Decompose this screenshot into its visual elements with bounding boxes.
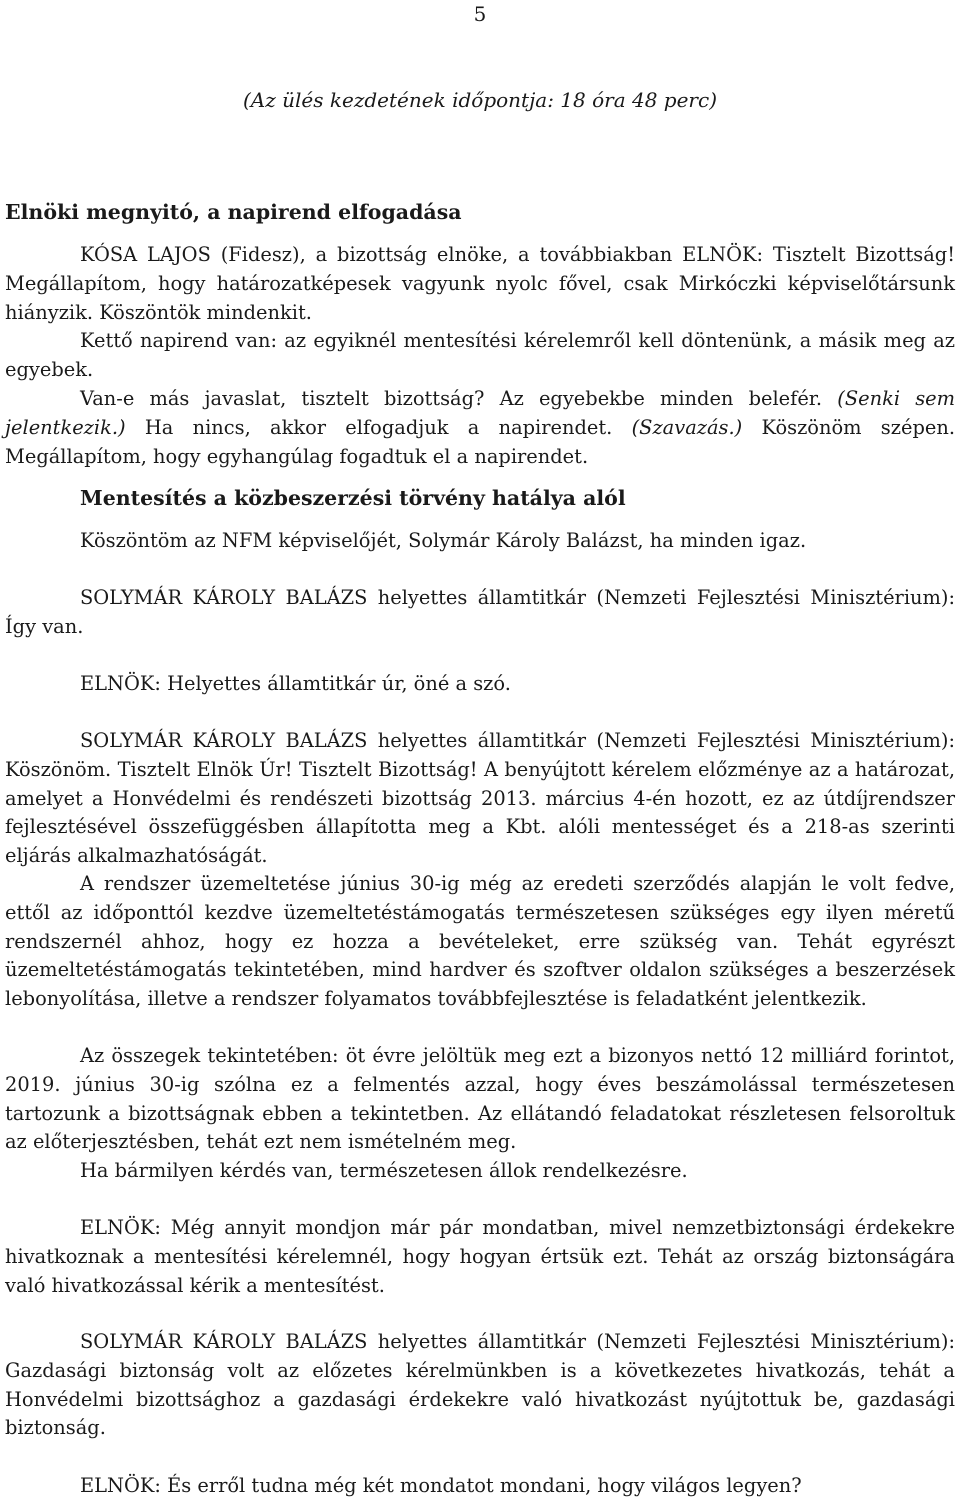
paragraph-solymar-statement: SOLYMÁR KÁROLY BALÁZS helyettes államtitkár (Nemzeti Fejlesztési Minisztérium): Köszönöm. Tisztelt Elnök Úr! Tisztelt Bizottság! A benyújtott kérelem előzménye az a határozat, amelyet a Honvédelmi és rendészeti bizottság 2013. március 4-én hozott, ez az útdíjrendszer fejlesztésével összefüggésben állapította meg a Kbt. alóli mentességet és a 218-as szerinti eljárás alkalmazhatóságát.: [5, 729, 955, 868]
section-heading-opening: Elnöki megnyitó, a napirend elfogadása: [5, 200, 462, 224]
speech-text: Van-e más javaslat, tisztelt bizottság? Az egyebekbe minden belefér.: [80, 387, 838, 410]
page-number: 5: [473, 2, 487, 26]
paragraph-chair-question: ELNÖK: Még annyit mondjon már pár mondatban, mivel nemzetbiztonsági érdekekre hivatkoznak a mentesítési kérelemnél, hogy hogyan értsük ezt. Tehát az ország biztonságára való hivatkozással kérik a mentesítést.: [5, 1216, 955, 1297]
paragraph-welcome: Köszöntöm az NFM képviselőjét, Solymár Károly Balázst, ha minden igaz.: [80, 529, 807, 552]
speech-text: Köszönöm szépen. Megállapítom, hogy egyhangúlag fogadtuk el a napirendet.: [5, 415, 955, 468]
stage-direction: (Senki sem jelentkezik.): [5, 387, 956, 439]
session-start-time: (Az ülés kezdetének időpontja: 18 óra 48 perc): [243, 88, 717, 112]
paragraph-operation: A rendszer üzemeltetése június 30-ig még az eredeti szerződés alapján le volt fedve, ettől az időponttól kezdve üzemeltetéstámogatás természetesen szükséges egy ilyen méretű rendszernél ahhoz, hogy ez hozza a bevételeket, erre szükség van. Tehát egyrészt üzemeltetéstámogatás tekintetében, mind hardver és szoftver oldalon szükséges a beszerzések lebonyolítása, illetve a rendszer folyamatos továbbfejlesztése is feladatként jelentkezik.: [5, 872, 955, 1011]
paragraph-chair-followup: ELNÖK: És erről tudna még két mondatot mondani, hogy világos legyen?: [80, 1474, 802, 1497]
paragraph-amounts: Az összegek tekintetében: öt évre jelöltük meg ezt a bizonyos nettó 12 milliárd forintot, 2019. június 30-ig szólna ez a felmentés azzal, hogy éves beszámolással természetesen tartozunk a bizottságnak ebben a tekintetben. Az ellátandó feladatokat részletesen felsoroltuk az előterjesztésben, tehát ezt nem ismételném meg.: [5, 1044, 955, 1154]
stage-direction: (Szavazás.): [631, 415, 743, 439]
paragraph-agenda-items: Kettő napirend van: az egyiknél mentesítési kérelemről kell döntenünk, a másik meg az egyebek.: [5, 329, 955, 381]
paragraph-agenda-vote: [5, 385, 955, 471]
paragraph-questions: Ha bármilyen kérdés van, természetesen állok rendelkezésre.: [80, 1159, 688, 1182]
speech-text: Ha nincs, akkor elfogadjuk a napirendet.: [125, 415, 632, 439]
paragraph-solymar-reply: SOLYMÁR KÁROLY BALÁZS helyettes államtitkár (Nemzeti Fejlesztési Minisztérium): Így van.: [5, 586, 955, 638]
paragraph-chair-opening: KÓSA LAJOS (Fidesz), a bizottság elnöke, a továbbiakban ELNÖK: Tisztelt Bizottság! Megállapítom, hogy határozatképesek vagyunk nyolc fővel, csak Mirkóczki képviselőtársunk hiányzik. Köszöntök mindenkit.: [5, 243, 955, 324]
paragraph-solymar-security: SOLYMÁR KÁROLY BALÁZS helyettes államtitkár (Nemzeti Fejlesztési Minisztérium): Gazdasági biztonság volt az előzetes kérelmünkben is a következetes hivatkozás, tehát a Honvédelmi bizottsághoz a gazdasági érdekekre való hivatkozást nyújtottuk be, gazdasági biztonság.: [5, 1330, 955, 1440]
paragraph-chair-floor: ELNÖK: Helyettes államtitkár úr, öné a szó.: [80, 672, 511, 695]
section-heading-exemption: Mentesítés a közbeszerzési törvény hatálya alól: [80, 486, 626, 510]
